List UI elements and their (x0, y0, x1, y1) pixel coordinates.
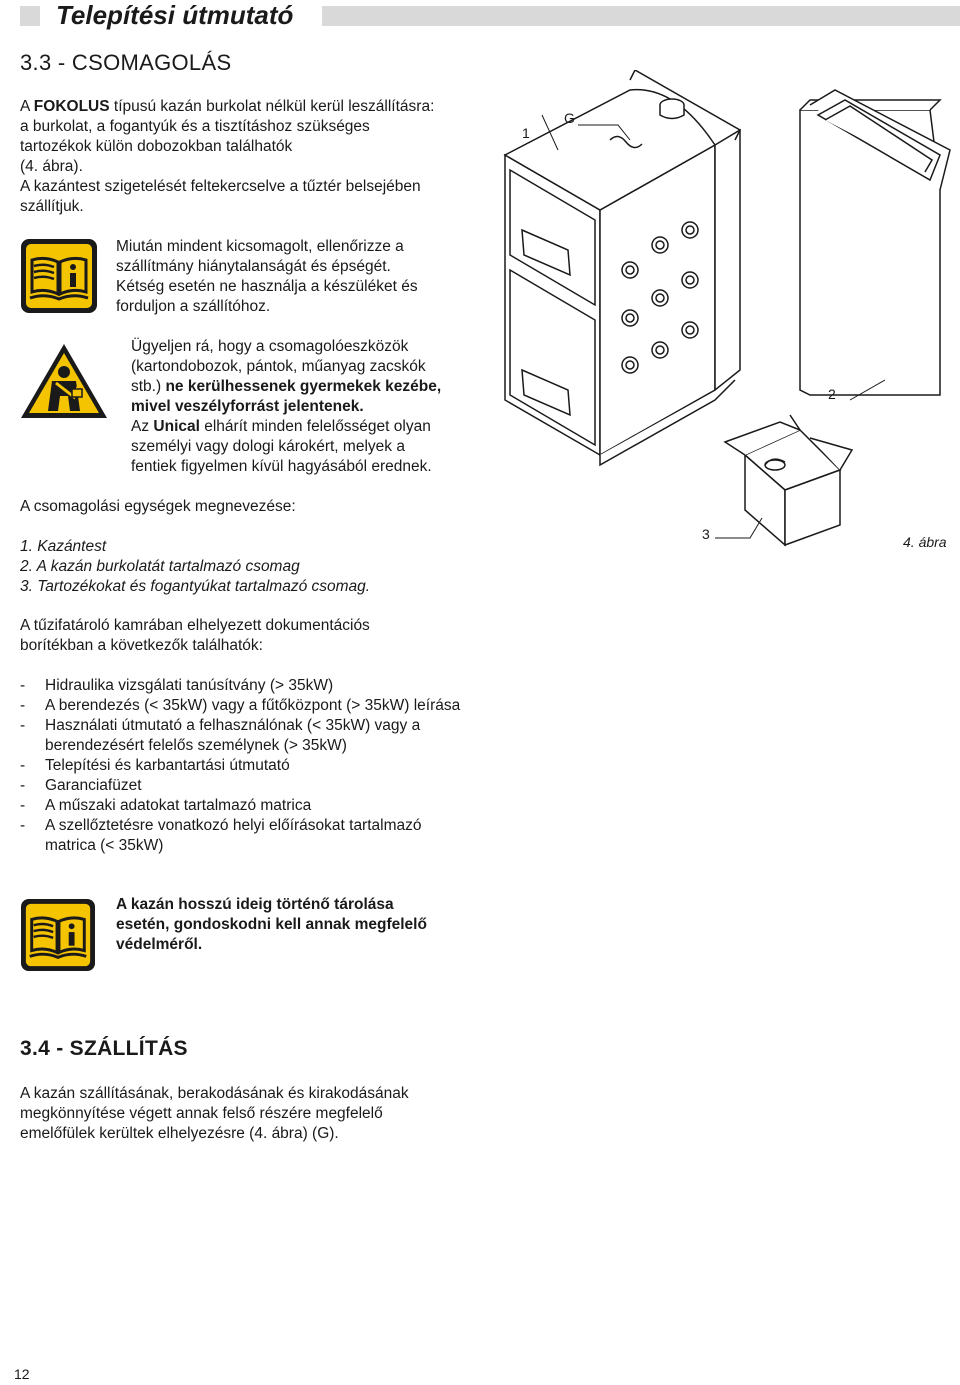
section-heading-transport: 3.4 - SZÁLLÍTÁS (20, 1037, 188, 1060)
list-item: berendezésért felelős személynek (> 35kW) (45, 737, 347, 754)
list-item: 2. A kazán burkolatát tartalmazó csomag (20, 558, 300, 575)
list-item: - Garanciafüzet (20, 777, 142, 794)
section-heading-packaging: 3.3 - CSOMAGOLÁS (20, 50, 232, 75)
manual-info-icon (20, 238, 98, 314)
list-item: matrica (< 35kW) (45, 837, 164, 854)
docs-intro: A tűzifatároló kamrában elhelyezett dokumentációs borítékban a következők találhatók: (20, 617, 370, 654)
docs-list (20, 676, 490, 856)
figure-caption: 4. ábra (903, 534, 947, 550)
notice-long-storage: A kazán hosszú ideig történő tárolása esetén, gondoskodni kell annak megfelelő védelméről. (116, 896, 427, 953)
brand-name: FOKOLUS (33, 98, 110, 115)
units-title: A csomagolási egységek megnevezése: (20, 498, 296, 515)
header-bar-right (322, 6, 960, 26)
list-item: - Hidraulika vizsgálati tanúsítvány (> 35kW) (20, 677, 334, 694)
child-safety-warning-icon (18, 341, 110, 421)
intro-paragraph: A FOKOLUS típusú kazán burkolat nélkül kerül leszállításra: a burkolat, a fogantyúk és a tisztításhoz szükséges tartozékok külön dobozokban találhatók (4. ábra). A kazántest szigetelését feltekercselve a tűztér belsejében szállítjuk. (20, 98, 435, 215)
page-number: 12 (14, 1366, 30, 1382)
header-bar-left (20, 6, 40, 26)
manual-info-icon (20, 898, 96, 972)
warning-packaging-materials: Ügyeljen rá, hogy a csomagolóeszközök (kartondobozok, pántok, műanyag zacskók stb.) ne kerülhessenek gyermekek kezébe, mivel veszélyforrást jelentenek. Az Unical elhárít minden felelősséget olyan személyi vagy dologi károkért, melyek a fentiek figyelmen kívül hagyásából erednek. (131, 338, 442, 475)
figure-label-1: 1 (522, 125, 530, 141)
list-item: - A szellőztetésre vonatkozó helyi előírásokat tartalmazó (20, 817, 422, 834)
list-item: - Telepítési és karbantartási útmutató (20, 757, 290, 774)
list-item: - A műszaki adatokat tartalmazó matrica (20, 797, 312, 814)
figure-label-3: 3 (702, 526, 710, 542)
figure-label-2: 2 (828, 386, 836, 402)
transport-paragraph: A kazán szállításának, berakodásának és kirakodásának megkönnyítése végett annak felső részére megfelelő emelőfülek kerültek elhelyezésre (4. ábra) (G). (20, 1085, 409, 1142)
list-item: 3. Tartozékokat és fogantyúkat tartalmazó csomag. (20, 578, 371, 595)
boiler-packaging-drawing (500, 70, 960, 560)
page-header-title: Telepítési útmutató (56, 0, 294, 30)
notice-check-delivery: Miután mindent kicsomagolt, ellenőrizze a szállítmány hiánytalanságát és épségét. Kétség esetén ne használja a készüléket és forduljon a szállítóhoz. (116, 238, 418, 315)
figure-label-g: G (564, 110, 575, 126)
figure-packaging-units (500, 70, 960, 560)
units-list (20, 537, 490, 597)
list-item: 1. Kazántest (20, 538, 107, 555)
list-item: - A berendezés (< 35kW) vagy a fűtőközpont (> 35kW) leírása (20, 697, 461, 714)
list-item: - Használati útmutató a felhasználónak (< 35kW) vagy a (20, 717, 421, 734)
